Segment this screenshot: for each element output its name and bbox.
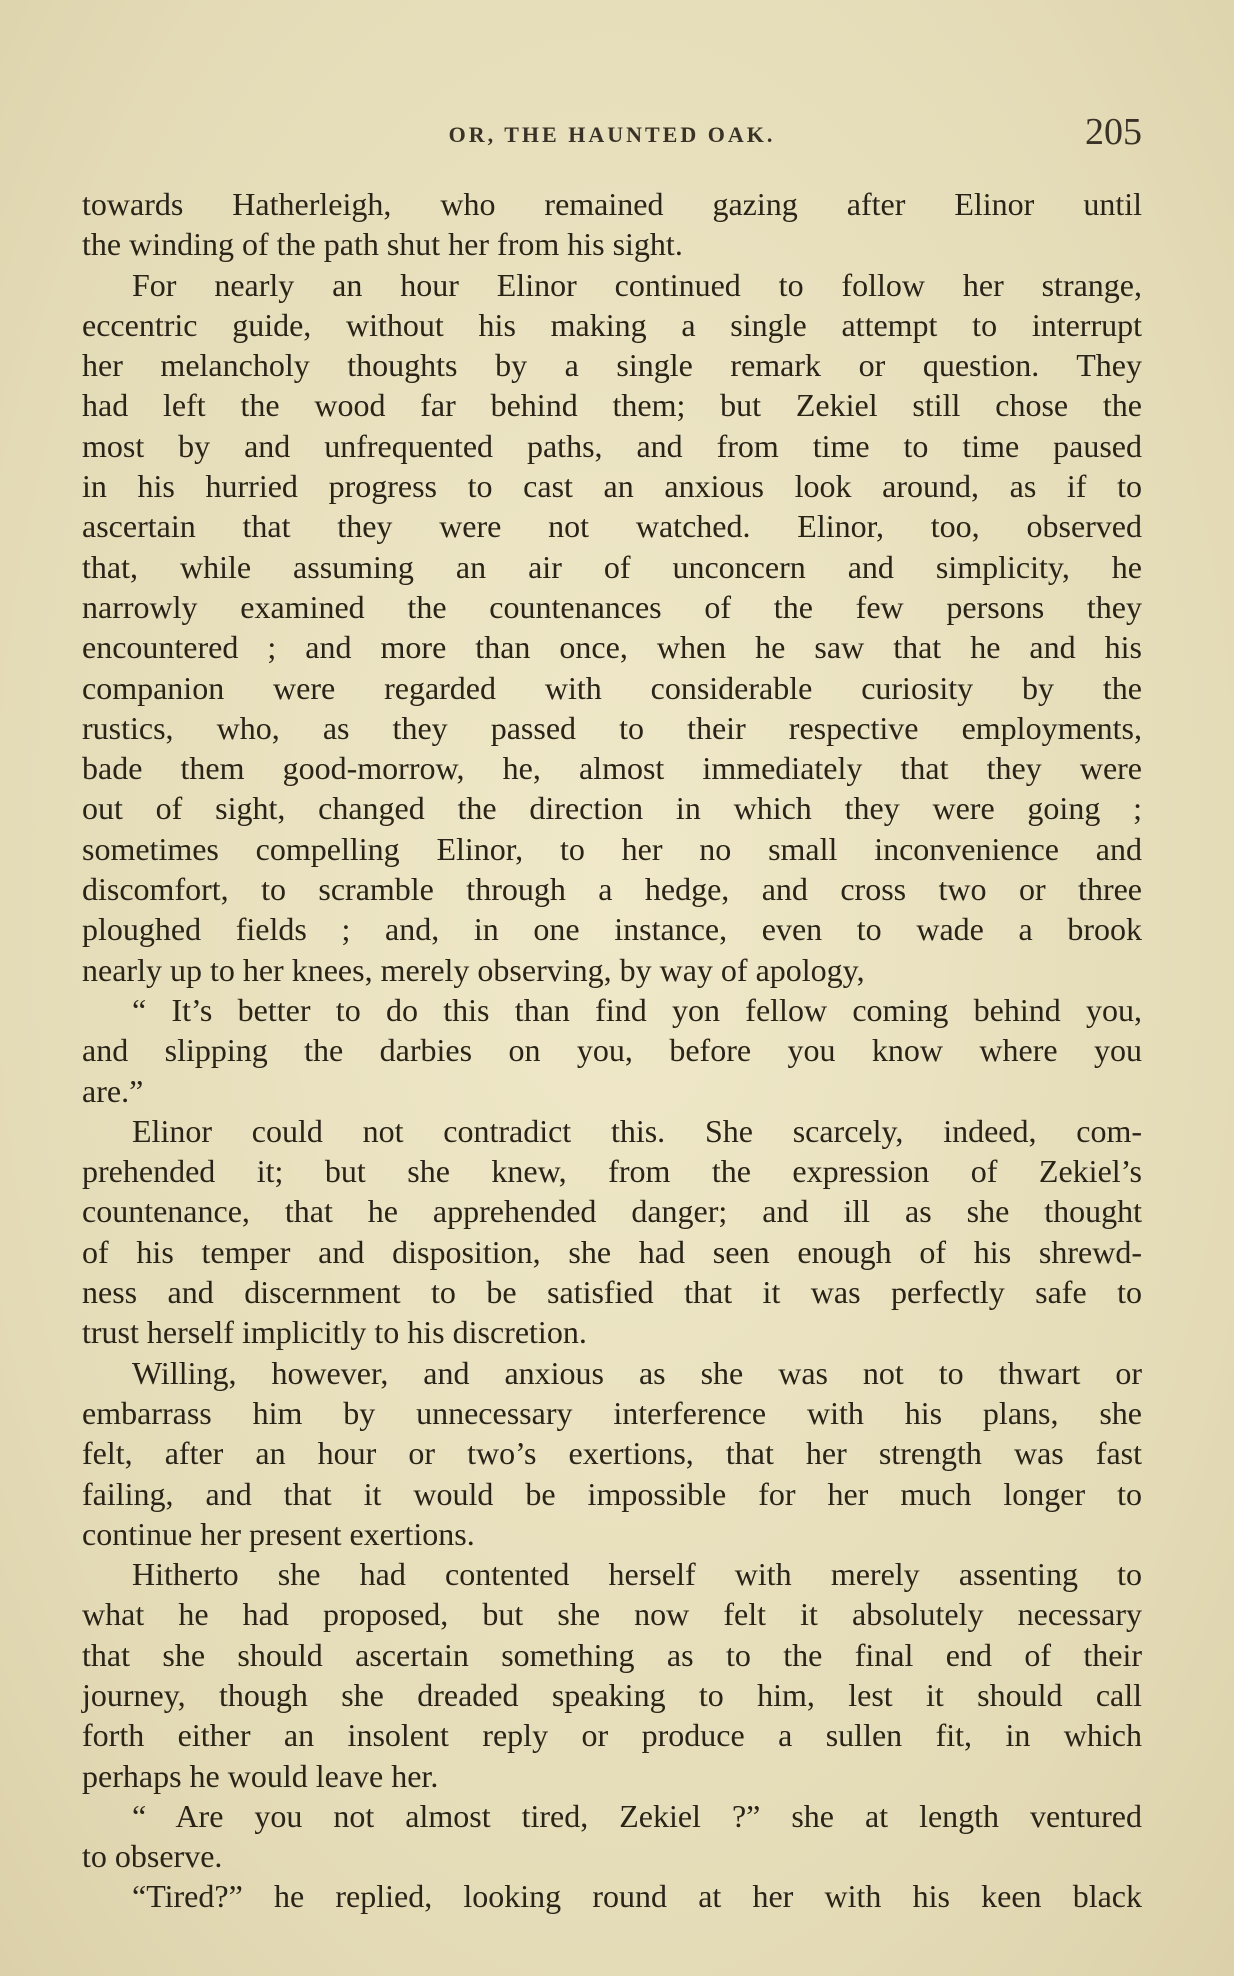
text-line: felt, after an hour or two’s exertions, that her strength was fast <box>82 1435 1142 1472</box>
text-line: trust herself implicitly to his discretion. <box>82 1314 587 1351</box>
text-line: to observe. <box>82 1838 223 1875</box>
text-line: of his temper and disposition, she had seen enough of his shrewd- <box>82 1233 1142 1270</box>
text-line: discomfort, to scramble through a hedge, and cross two or three <box>82 871 1142 908</box>
text-line: ascertain that they were not watched. Elinor, too, observed <box>82 508 1142 545</box>
text-line: Willing, however, and anxious as she was not to thwart or <box>132 1354 1142 1391</box>
text-line: embarrass him by unnecessary interference with his plans, she <box>82 1394 1142 1431</box>
text-line: “ It’s better to do this than find yon fellow coming behind you, <box>132 991 1142 1028</box>
running-head: OR, THE HAUNTED OAK. <box>448 122 776 147</box>
text-line: towards Hatherleigh, who remained gazing after Elinor until <box>82 186 1142 222</box>
text-line: countenance, that he apprehended danger; and ill as she thought <box>82 1193 1142 1230</box>
body-text <box>82 184 1142 1917</box>
text-line: failing, and that it would be impossible for her much longer to <box>82 1475 1142 1512</box>
text-line: journey, though she dreaded speaking to him, lest it should call <box>82 1676 1142 1713</box>
text-line: Elinor could not contradict this. She scarcely, indeed, com- <box>132 1112 1142 1149</box>
text-line: had left the wood far behind them; but Zekiel still chose the <box>82 387 1142 424</box>
text-line: eccentric guide, without his making a single attempt to interrupt <box>82 306 1142 343</box>
page-number: 205 <box>1085 111 1142 153</box>
text-line: most by and unfrequented paths, and from time to time paused <box>82 427 1142 464</box>
text-line: prehended it; but she knew, from the expression of Zekiel’s <box>82 1153 1142 1190</box>
text-line: For nearly an hour Elinor continued to follow her strange, <box>132 266 1142 303</box>
text-line: bade them good-morrow, he, almost immediately that they were <box>82 750 1142 787</box>
text-line: companion were regarded with considerable curiosity by the <box>82 669 1142 706</box>
text-line: “ Are you not almost tired, Zekiel ?” she at length ventured <box>132 1797 1142 1834</box>
text-line: rustics, who, as they passed to their respective employments, <box>82 709 1142 746</box>
text-line: sometimes compelling Elinor, to her no small inconvenience and <box>82 830 1142 867</box>
text-line: that she should ascertain something as to the final end of their <box>82 1636 1142 1673</box>
text-line: “Tired?” he replied, looking round at her with his keen black <box>132 1878 1142 1915</box>
text-line: the winding of the path shut her from his sight. <box>82 226 683 263</box>
text-line: forth either an insolent reply or produce a sullen fit, in which <box>82 1717 1142 1754</box>
page-header <box>82 108 1142 158</box>
text-line: Hitherto she had contented herself with merely assenting to <box>132 1556 1142 1593</box>
text-line: in his hurried progress to cast an anxious look around, as if to <box>82 468 1142 505</box>
text-line: narrowly examined the countenances of the few persons they <box>82 588 1142 625</box>
text-line: out of sight, changed the direction in which they were going ; <box>82 790 1142 827</box>
text-line: ploughed fields ; and, in one instance, even to wade a brook <box>82 911 1142 948</box>
text-line: ness and discernment to be satisfied that it was perfectly safe to <box>82 1274 1142 1311</box>
text-line: are.” <box>82 1072 144 1109</box>
text-line: and slipping the darbies on you, before you know where you <box>82 1032 1142 1069</box>
text-line: that, while assuming an air of unconcern and simplicity, he <box>82 548 1142 585</box>
text-line: what he had proposed, but she now felt it absolutely necessary <box>82 1596 1142 1633</box>
text-line: perhaps he would leave her. <box>82 1757 439 1794</box>
text-line: encountered ; and more than once, when he saw that he and his <box>82 629 1142 666</box>
text-line: her melancholy thoughts by a single remark or question. They <box>82 347 1142 384</box>
text-line: continue her present exertions. <box>82 1515 475 1552</box>
text-line: nearly up to her knees, merely observing, by way of apology, <box>82 951 865 988</box>
